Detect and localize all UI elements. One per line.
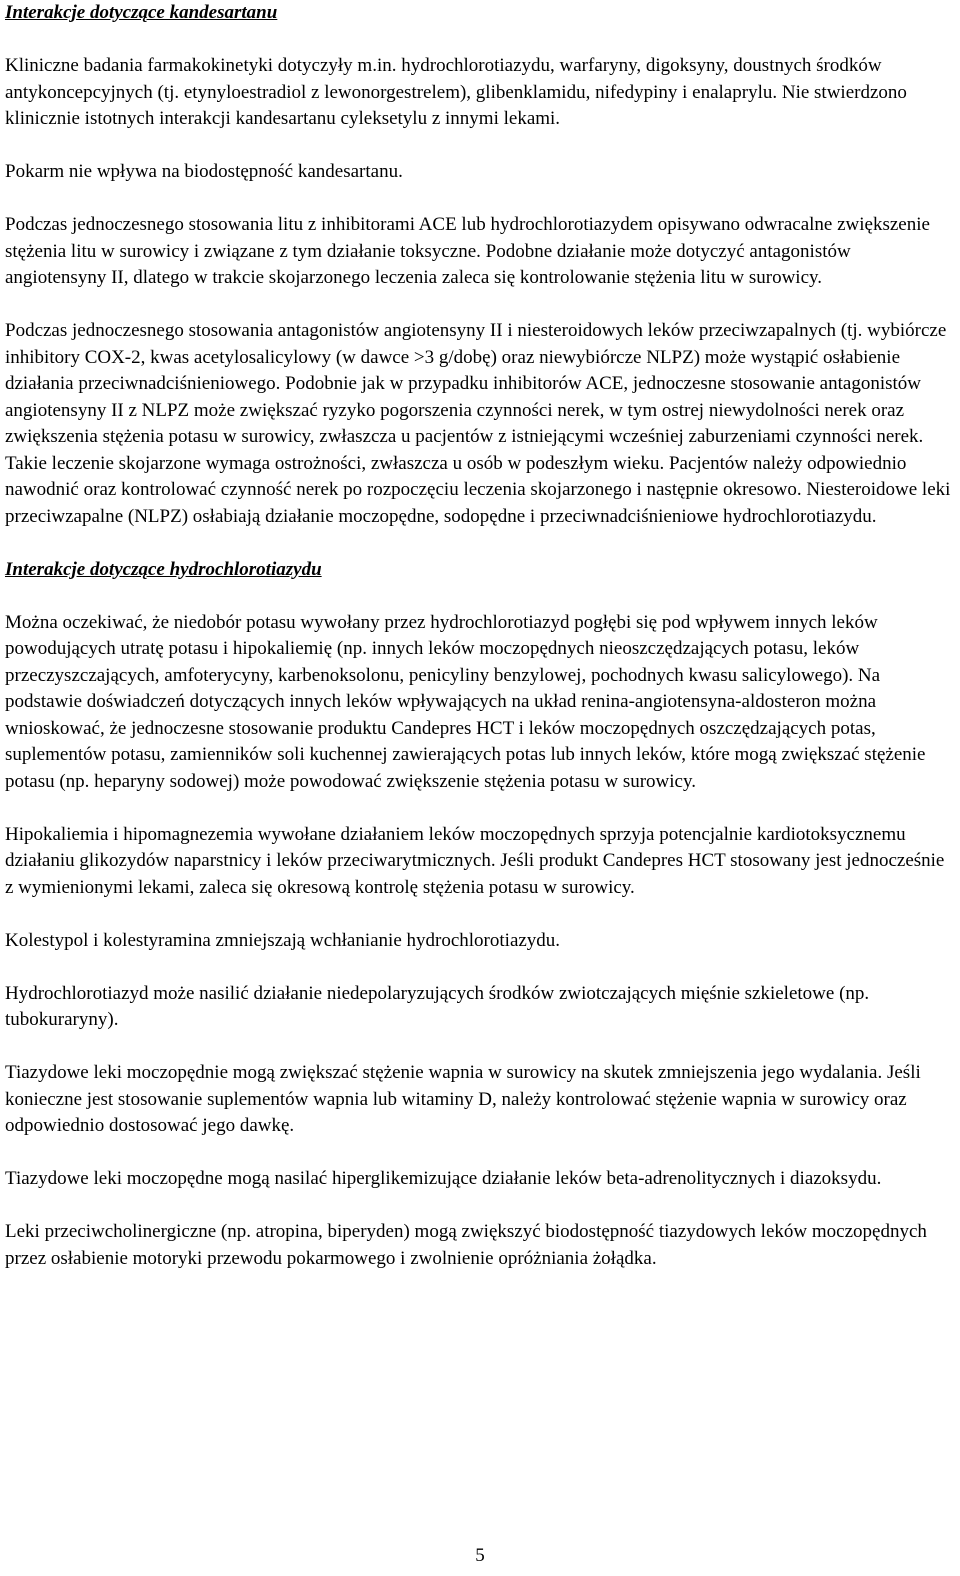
section-heading-candesartan: Interakcje dotyczące kandesartanu: [5, 2, 278, 23]
paragraph-beta-blockers: Tiazydowe leki moczopędne mogą nasilać hiperglikemizujące działanie leków beta-adrenolitycznych i diazoksydu.: [5, 1168, 882, 1189]
paragraph-hypokalemia: Hipokaliemia i hipomagnezemia wywołane działaniem leków moczopędnych sprzyja potencjalnie kardiotoksycznemu działaniu glikozydów naparstnicy i leków przeciwarytmicznych. Jeśli produkt Candepres HCT stosowany jest jednocześnie z wymienionymi lekami, zaleca się okresową kontrolę stężenia potasu w surowicy.: [5, 823, 945, 898]
document-page: [5, 0, 955, 1272]
paragraph-colestipol: Kolestypol i kolestyramina zmniejszają wchłanianie hydrochlorotiazydu.: [5, 929, 561, 951]
paragraph-muscle-relaxants: Hydrochlorotiazyd może nasilić działanie niedepolaryzujących środków zwiotczających mięśnie szkieletowe (np. tubokuraryny).: [5, 982, 870, 1030]
paragraph-calcium: Tiazydowe leki moczopędnie mogą zwiększać stężenie wapnia w surowicy na skutek zmniejszenia jego wydalania. Jeśli konieczne jest stosowanie suplementów wapnia lub witaminy D, należy kontrolować stężenie wapnia w surowicy oraz odpowiednio dostosować jego dawkę.: [5, 1062, 921, 1136]
paragraph-food: Pokarm nie wpływa na biodostępność kandesartanu.: [5, 161, 403, 182]
paragraph-anticholinergics: Leki przeciwcholinergiczne (np. atropina, biperyden) mogą zwiększyć biodostępność tiazydowych leków moczopędnych przez osłabienie motoryki przewodu pokarmowego i zwolnienie opróżniania żołądka.: [5, 1221, 927, 1269]
paragraph-pharmacokinetics: Kliniczne badania farmakokinetyki dotyczyły m.in. hydrochlorotiazydu, warfaryny, digoksyny, doustnych środków antykoncepcyjnych (tj. etynyloestradiol z lewonorgestrelem), glibenklamidu, nifedypiny i enalaprylu. Nie stwierdzono klinicznie istotnych interakcji kandesartanu cyleksetylu z innymi lekami.: [5, 55, 907, 129]
page-number: 5: [475, 1545, 485, 1566]
section-heading-hydrochlorothiazide: Interakcje dotyczące hydrochlorotiazydu: [5, 558, 322, 580]
paragraph-lithium: Podczas jednoczesnego stosowania litu z inhibitorami ACE lub hydrochlorotiazydem opisywano odwracalne zwiększenie stężenia litu w surowicy i związane z tym działanie toksyczne. Podobne działanie może dotyczyć antagonistów angiotensyny II, dlatego w trakcie skojarzonego leczenia zaleca się kontrolowanie stężenia litu w surowicy.: [5, 214, 930, 288]
paragraph-nsaid: Podczas jednoczesnego stosowania antagonistów angiotensyny II i niesteroidowych leków przeciwzapalnych (tj. wybiórcze inhibitory COX-2, kwas acetylosalicylowy (w dawce >3 g/dobę) oraz niewybiórcze NLPZ) może wystąpić osłabienie działania przeciwnadciśnieniowego. Podobnie jak w przypadku inhibitorów ACE, jednoczesne stosowanie antagonistów angiotensyny II z NLPZ może zwiększać ryzyko pogorszenia czynności nerek, w tym ostrej niewydolności nerek oraz zwiększenia stężenia potasu w surowicy, zwłaszcza u pacjentów z istniejącymi wcześniej zaburzeniami czynności nerek. Takie leczenie skojarzone wymaga ostrożności, zwłaszcza u osób w podeszłym wieku. Pacjentów należy odpowiednio nawodnić oraz kontrolować czynność nerek po rozpoczęciu leczenia skojarzonego i następnie okresowo. Niesteroidowe leki przeciwzapalne (NLPZ) osłabiają działanie moczopędne, sodopędne i przeciwnadciśnieniowe hydrochlorotiazydu.: [5, 320, 951, 527]
paragraph-potassium: Można oczekiwać, że niedobór potasu wywołany przez hydrochlorotiazyd pogłębi się pod wpływem innych leków powodujących utratę potasu i hipokaliemię (np. innych leków moczopędnych nieoszczędzających potasu, leków przeczyszczających, amfoterycyny, karbenoksolonu, penicyliny benzylowej, pochodnych kwasu salicylowego). Na podstawie doświadczeń dotyczących innych leków wpływających na układ renina-angiotensyna-aldosteron można wnioskować, że jednoczesne stosowanie produktu Candepres HCT i leków moczopędnych oszczędzających potas, suplementów potasu, zamienników soli kuchennej zawierających potas lub innych leków, które mogą zwiększać stężenie potasu (np. heparyny sodowej) może powodować zwiększenie stężenia potasu w surowicy.: [5, 611, 926, 792]
